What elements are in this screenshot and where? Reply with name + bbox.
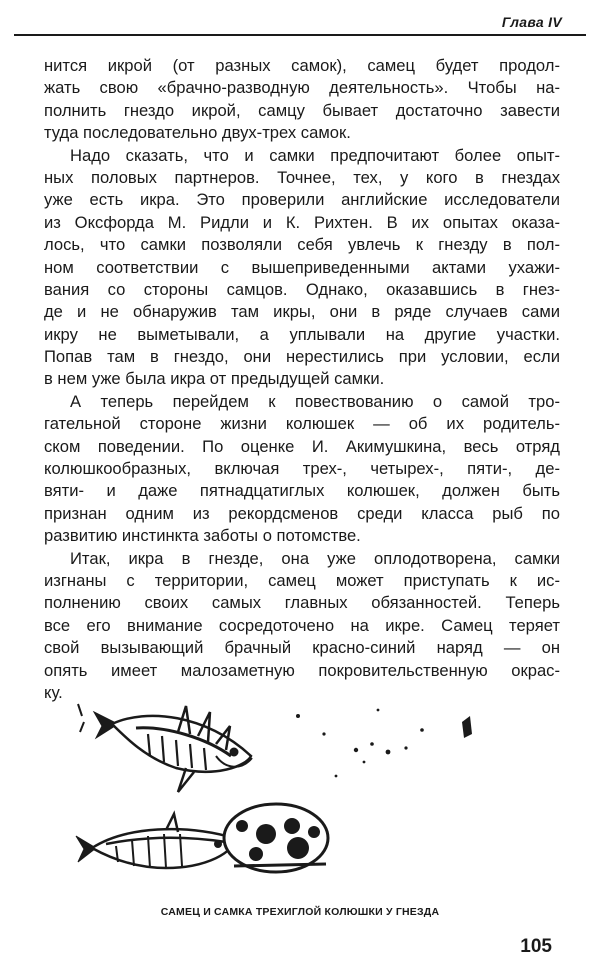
- text-line: нится икрой (от разных самок), самец будет продол-: [44, 56, 560, 75]
- nest-drawing: [224, 804, 328, 872]
- text-line: жать свою «брачно-разводную деятельность». Чтобы на-: [44, 78, 560, 98]
- water-speckles: [296, 709, 472, 778]
- text-line: икру не выметывали, а уплывали на другие участки.: [44, 324, 560, 344]
- text-line: ку.: [44, 682, 63, 702]
- male-fish-drawing: [78, 704, 252, 792]
- text-line: развитию инстинкта заботы о потомстве.: [44, 526, 361, 546]
- body-text: [44, 55, 560, 704]
- text-line: вяти- и даже пятнадцатиглых колюшек, должен быть: [44, 481, 560, 501]
- text-line: изгнаны с территории, самец может приступать к ис-: [44, 570, 560, 590]
- text-line: ском поведении. По оценке И. Акимушкина, весь отряд: [44, 436, 560, 456]
- text-line: уже есть икра. Это проверили английские исследователи: [44, 190, 560, 210]
- paragraph: [44, 145, 560, 391]
- text-line: все его внимание сосредоточено на икре. Самец теряет: [44, 615, 560, 635]
- text-line: туда последовательно двух-трех самок.: [44, 123, 351, 143]
- female-fish-drawing: [76, 814, 234, 868]
- text-line: Надо сказать, что и самки предпочитают более опыт-: [70, 145, 560, 165]
- paragraph: [44, 55, 560, 145]
- text-line: свой вызывающий брачный красно-синий наряд — он: [44, 638, 560, 658]
- page-number: 105: [520, 936, 552, 957]
- text-line: из Оксфорда М. Ридли и К. Рихтен. В их опытах оказа-: [44, 212, 560, 232]
- text-line: полнению своих самых главных обязанностей. Теперь: [44, 593, 560, 613]
- header-rule: [14, 34, 586, 36]
- stickleback-illustration: [66, 686, 486, 896]
- text-line: вания со стороны самцов. Однако, оказавшись в гнез-: [44, 279, 560, 299]
- text-line: полнить гнездо икрой, самцу бывает достаточно завести: [44, 100, 560, 120]
- paragraph: [44, 391, 560, 548]
- text-line: опять имеет малозаметную покровительственную окрас-: [44, 660, 560, 680]
- text-line: признан одним из рекордсменов среди класса рыб по: [44, 503, 560, 523]
- text-line: Попав там в гнездо, они нерестились при условии, если: [44, 347, 560, 367]
- text-line: лось, что самки позволяли себя увлечь к гнезду в пол-: [44, 235, 560, 255]
- text-line: в нем уже была икра от предыдущей самки.: [44, 369, 385, 389]
- text-line: ном соответствии с вышеприведенными актами ухажи-: [44, 257, 560, 277]
- text-line: колюшкообразных, включая трех-, четырех-, пяти-, де-: [44, 459, 560, 479]
- text-line: гательной стороне жизни колюшек — об их родитель-: [44, 414, 560, 434]
- text-line: А теперь перейдем к повествованию о самой тро-: [70, 391, 560, 411]
- text-line: де и не обнаружив там икры, они в ряде случаев сами: [44, 302, 560, 322]
- text-line: Итак, икра в гнезде, она уже оплодотворена, самки: [70, 548, 560, 568]
- chapter-header: Глава IV: [501, 14, 562, 30]
- figure-caption: САМЕЦ И САМКА ТРЕХИГЛОЙ КОЛЮШКИ У ГНЕЗДА: [160, 906, 440, 918]
- paragraph: [44, 548, 560, 705]
- text-line: ных половых партнеров. Точнее, тех, у кого в гнездах: [44, 167, 560, 187]
